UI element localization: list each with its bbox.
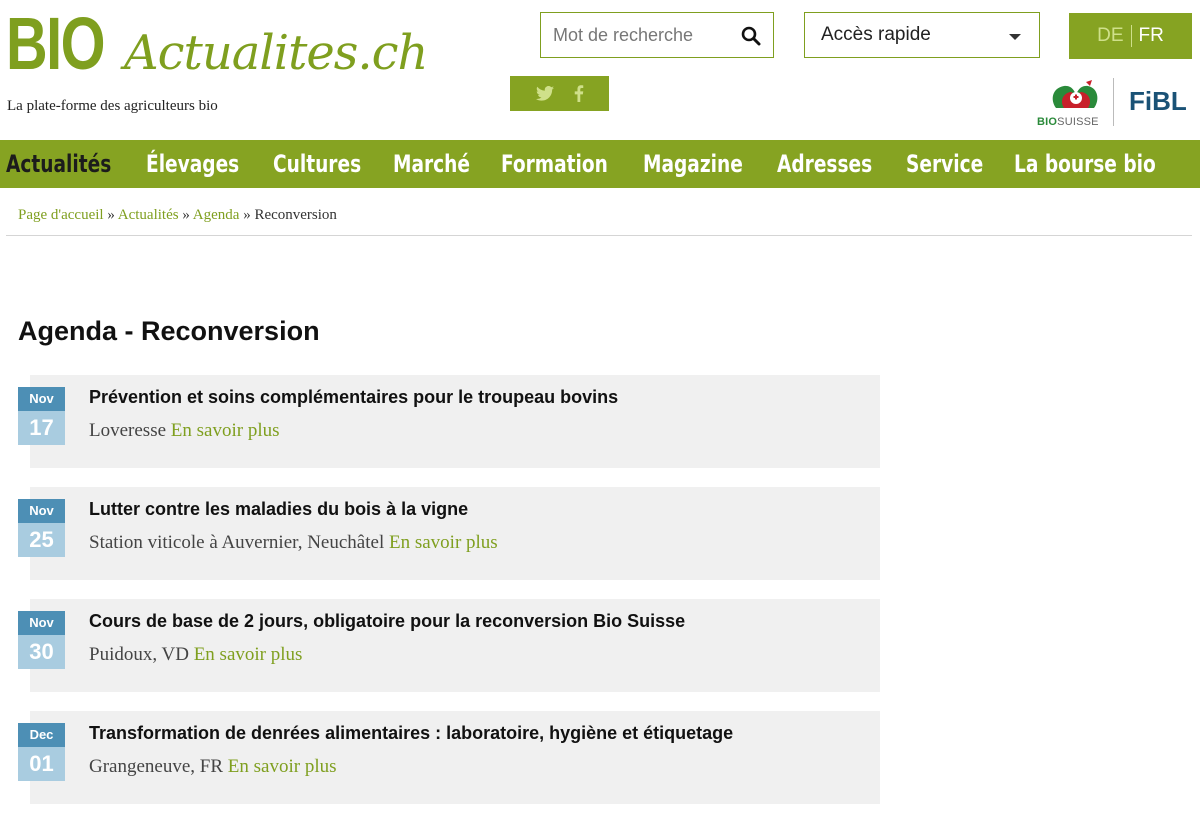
- event-date: [18, 387, 65, 445]
- event-meta: [89, 532, 498, 554]
- event-location: Station viticole à Auvernier, Neuchâtel: [89, 532, 385, 553]
- page-title: Agenda - Reconversion: [18, 316, 320, 346]
- event-title-link[interactable]: Prévention et soins complémentaires pour le troupeau bovins: [89, 387, 619, 407]
- language-switcher: [1069, 13, 1192, 59]
- logo-bio-text: BIO: [6, 2, 104, 85]
- breadcrumb-separator: »: [243, 207, 251, 223]
- logo-actualites-text: Actualites.ch: [124, 25, 428, 81]
- event-location: Loveresse: [89, 420, 167, 441]
- nav-item-formation[interactable]: Formation: [500, 150, 608, 178]
- event-title-link[interactable]: Transformation de denrées alimentaires : laboratoire, hygiène et étiquetage: [89, 723, 734, 743]
- event-meta: [89, 644, 302, 666]
- breadcrumb-current: Reconversion: [254, 207, 337, 223]
- event-date: [18, 611, 65, 669]
- partner-divider: [1113, 78, 1114, 126]
- biosuisse-logo[interactable]: [1036, 78, 1106, 128]
- read-more-link[interactable]: En savoir plus: [388, 532, 498, 553]
- nav-item-marche[interactable]: Marché: [393, 150, 471, 178]
- search-box: [540, 12, 774, 58]
- search-input[interactable]: [541, 24, 735, 47]
- lang-fr-link[interactable]: FR: [1138, 25, 1164, 46]
- search-icon[interactable]: [741, 26, 761, 46]
- read-more-link[interactable]: En savoir plus: [227, 756, 337, 777]
- site-logo[interactable]: [6, 2, 428, 85]
- event-item: [30, 711, 880, 804]
- nav-item-elevages[interactable]: Élevages: [146, 150, 240, 178]
- event-item: [30, 375, 880, 468]
- event-location: Grangeneuve, FR: [89, 756, 224, 777]
- event-month: Nov: [18, 499, 65, 523]
- nav-item-actualites[interactable]: Actualités: [6, 150, 112, 178]
- read-more-link[interactable]: En savoir plus: [170, 420, 280, 441]
- event-day: 01: [18, 747, 65, 781]
- site-tagline: La plate-forme des agriculteurs bio: [7, 98, 218, 114]
- twitter-icon[interactable]: [536, 86, 554, 101]
- event-title-link[interactable]: Cours de base de 2 jours, obligatoire pour la reconversion Bio Suisse: [89, 611, 686, 631]
- read-more-link[interactable]: En savoir plus: [193, 644, 303, 665]
- event-month: Nov: [18, 611, 65, 635]
- event-day: 30: [18, 635, 65, 669]
- nav-item-magazine[interactable]: Magazine: [643, 150, 743, 178]
- breadcrumb-divider: [6, 235, 1192, 236]
- nav-item-bourse-bio[interactable]: La bourse bio: [1013, 150, 1156, 178]
- breadcrumb-separator: »: [182, 207, 190, 223]
- nav-item-cultures[interactable]: Cultures: [272, 150, 361, 178]
- chevron-down-icon: [1009, 34, 1021, 40]
- quick-access-label: Accès rapide: [821, 24, 931, 45]
- event-date: [18, 499, 65, 557]
- social-links: [510, 76, 609, 111]
- event-date: [18, 723, 65, 781]
- event-item: [30, 599, 880, 692]
- breadcrumb-separator: »: [107, 207, 115, 223]
- breadcrumb-agenda[interactable]: Agenda: [192, 207, 240, 223]
- event-month: Dec: [18, 723, 65, 747]
- event-meta: [89, 756, 337, 778]
- biosuisse-text: BIOSUISSE: [1037, 116, 1099, 128]
- event-month: Nov: [18, 387, 65, 411]
- main-nav: [0, 140, 1200, 188]
- fibl-logo[interactable]: FiBL: [1129, 86, 1187, 116]
- nav-item-service[interactable]: Service: [905, 150, 984, 178]
- event-day: 25: [18, 523, 65, 557]
- event-item: [30, 487, 880, 580]
- facebook-icon[interactable]: [574, 85, 584, 102]
- breadcrumb: [18, 207, 337, 224]
- lang-de-link[interactable]: DE: [1097, 25, 1131, 47]
- breadcrumb-home[interactable]: Page d'accueil: [18, 207, 104, 223]
- event-location: Puidoux, VD: [89, 644, 189, 665]
- partner-logos: [1030, 76, 1195, 128]
- event-meta: [89, 420, 280, 442]
- quick-access-dropdown[interactable]: [804, 12, 1040, 58]
- bud-icon: [1046, 78, 1106, 116]
- event-day: 17: [18, 411, 65, 445]
- event-title-link[interactable]: Lutter contre les maladies du bois à la vigne: [89, 499, 469, 519]
- breadcrumb-actualites[interactable]: Actualités: [117, 207, 179, 223]
- nav-item-adresses[interactable]: Adresses: [777, 150, 873, 178]
